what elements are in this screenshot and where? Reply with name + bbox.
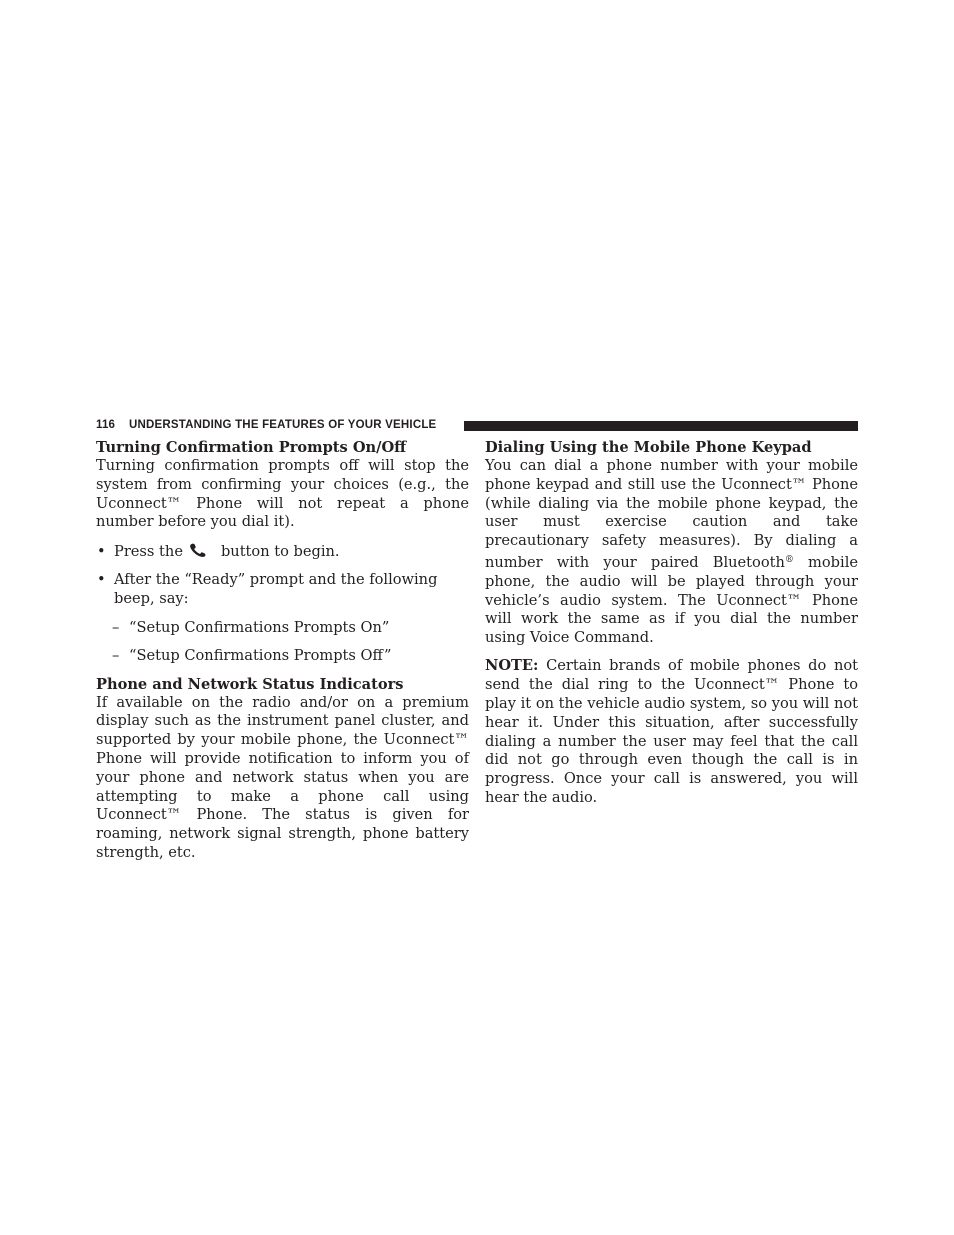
heading-confirmation-prompts: Turning Confirmation Prompts On/Off xyxy=(96,439,407,456)
paragraph-confirmation-prompts: Turning confirmation prompts off will stop the system from confirming your choices (e.g., the Uconnect™ Phone will not repeat a phone number before you dial it). xyxy=(96,457,469,531)
bullet-text-post: button to begin. xyxy=(220,542,340,560)
dash-item-prompts-off xyxy=(96,646,469,665)
bullet-text: After the “Ready” prompt and the following beep, say: xyxy=(114,571,438,608)
dash-text: “Setup Confirmations Prompts Off” xyxy=(129,647,392,665)
right-column xyxy=(485,438,858,808)
paragraph-status-indicators: If available on the radio and/or on a premium display such as the instrument panel cluster, and supported by your mobile phone, the Uconnect™ Phone will provide notification to inform you of your phone and network status when you are attempting to make a phone call using Uconnect™ Phone. The status is given for roaming, network signal strength, phone battery strength, etc. xyxy=(96,693,469,862)
left-column xyxy=(96,438,469,863)
phone-handset-icon xyxy=(189,543,211,557)
heading-dialing-keypad: Dialing Using the Mobile Phone Keypad xyxy=(485,439,812,456)
heading-status-indicators: Phone and Network Status Indicators xyxy=(96,675,404,693)
bullet-ready-prompt xyxy=(96,570,469,608)
note-label: NOTE: xyxy=(485,657,539,675)
bullet-press-phone-button xyxy=(96,542,469,561)
dash-marker: – xyxy=(112,647,120,665)
bullet-marker: • xyxy=(97,542,106,560)
page-header xyxy=(96,417,858,433)
dash-text: “Setup Confirmations Prompts On” xyxy=(129,618,390,636)
header-rule-bar xyxy=(464,421,858,431)
paragraph-text-b: mobile phone, the audio will be played through your vehicle’s audio system. The Uconnect™ Phone will work the same as if you dial the number using Voice Command. xyxy=(485,553,858,647)
bullet-text-pre: Press the xyxy=(114,542,183,560)
bullet-marker: • xyxy=(97,571,106,589)
paragraph-text-a: You can dial a phone number with your mobile phone keypad and still use the Uconnect™ Phone (while dialing via the mobile phone keypad, the user must exercise caution and take precautionary safety measures). By dialing a number with your paired Bluetooth xyxy=(485,457,858,571)
paragraph-dialing-keypad xyxy=(485,457,858,648)
note-text: Certain brands of mobile phones do not send the dial ring to the Uconnect™ Phone to play it on the vehicle audio system, so you will not hear it. Under this situation, after successfully dialing a number the user may feel that the call did not go through even though the call is in progress. Once your call is answered, you will hear the audio. xyxy=(485,657,858,807)
page-number: 116 xyxy=(96,419,116,431)
dash-item-prompts-on xyxy=(96,618,469,637)
registered-mark: ® xyxy=(784,554,794,565)
dash-marker: – xyxy=(112,618,120,636)
note-paragraph xyxy=(485,657,858,807)
section-title: UNDERSTANDING THE FEATURES OF YOUR VEHICLE xyxy=(129,419,437,431)
